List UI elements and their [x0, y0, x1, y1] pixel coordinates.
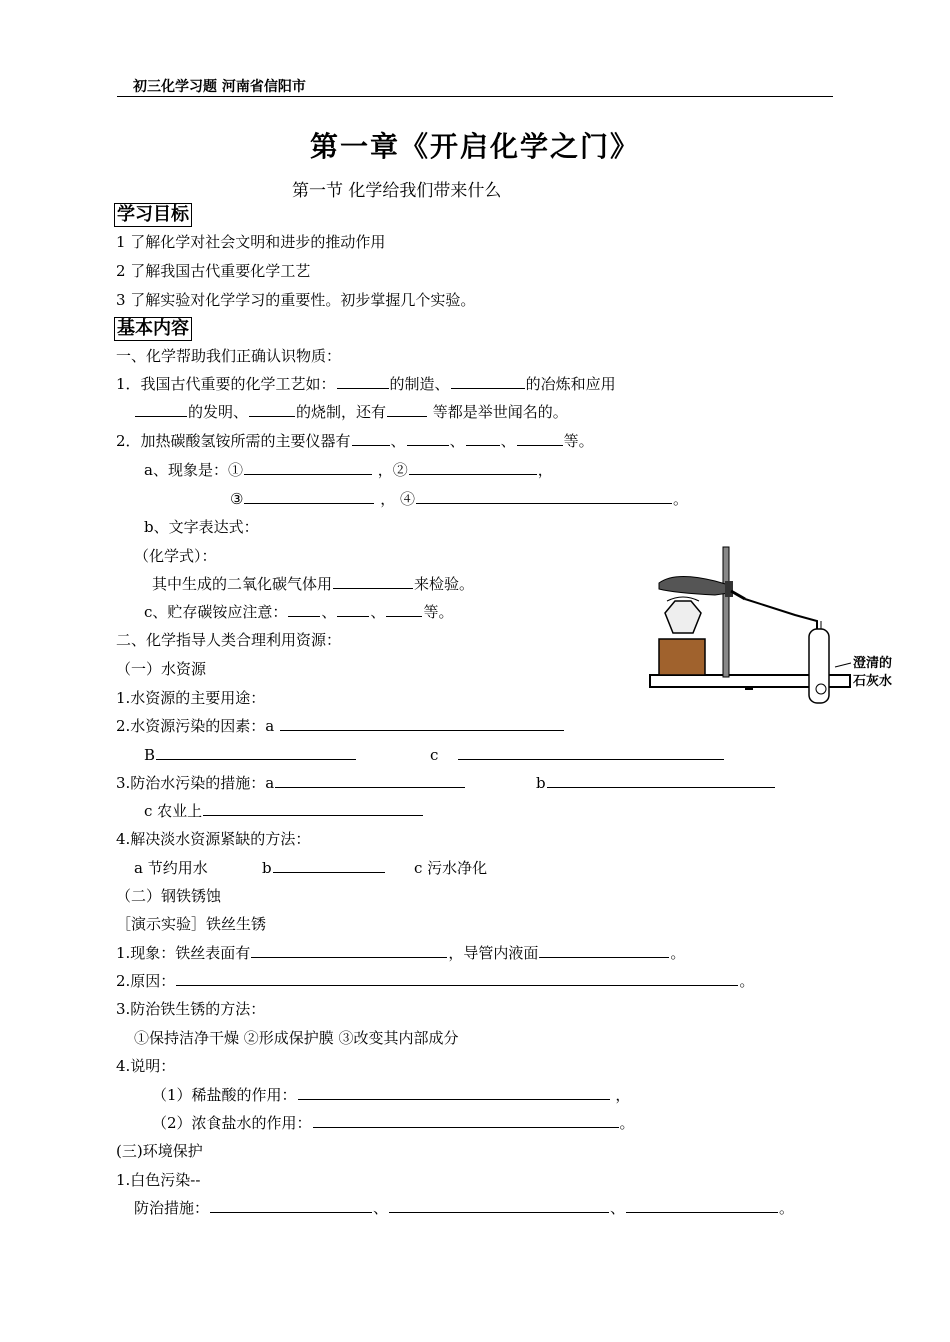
water-item-1: 1.水资源的主要用途：: [116, 689, 266, 707]
text: 。: [779, 1199, 795, 1217]
text: 2．加热碳酸氢铵所需的主要仪器有: [116, 432, 351, 450]
text: 、: [500, 432, 516, 450]
text: c 农业上: [144, 802, 203, 820]
iron-prevention-list: ①保持洁净干燥 ②形成保护膜 ③改变其内部成分: [134, 1029, 459, 1047]
goal-item: 1 了解化学对社会文明和进步的推动作用: [116, 233, 386, 251]
blank[interactable]: [337, 374, 389, 389]
text: 、: [610, 1199, 626, 1217]
text: ，②: [372, 461, 408, 479]
text: ，: [537, 461, 553, 479]
blank[interactable]: [451, 374, 525, 389]
water-heading: （一）水资源: [116, 660, 207, 678]
iron-note-1: [152, 1085, 630, 1105]
header-rule: [117, 96, 833, 97]
text: 1．我国古代重要的化学工艺如：: [116, 375, 336, 393]
text: 防治措施：: [134, 1199, 210, 1217]
delivery-tube: [745, 599, 817, 663]
text: 的制造、: [389, 375, 450, 393]
text: 1.现象：铁丝表面有: [116, 944, 251, 962]
text: ， ④: [375, 490, 415, 508]
water-item-4: 4.解决淡水资源紧缺的方法：: [116, 830, 311, 848]
iron-item-4: 4.说明：: [116, 1057, 176, 1075]
bubble: [816, 684, 826, 694]
blank[interactable]: [244, 489, 374, 504]
text: 、: [321, 603, 337, 621]
blank[interactable]: [176, 971, 738, 986]
stand-foot: [745, 686, 753, 690]
text: （2）浓食盐水的作用：: [152, 1114, 312, 1132]
blank[interactable]: [517, 431, 563, 446]
water-method-b: [262, 858, 386, 878]
storage-notes: [144, 602, 453, 622]
blank[interactable]: [389, 1198, 609, 1213]
goals-heading: 学习目标: [114, 203, 192, 227]
blank[interactable]: [337, 602, 369, 617]
question-1-line-1: [116, 374, 616, 394]
text: 其中生成的二氧化碳气体用: [152, 575, 333, 593]
env-heading: (三)环境保护: [116, 1142, 203, 1160]
text: b: [536, 774, 546, 792]
text: c: [430, 746, 439, 764]
text: 2.水资源污染的因素：a: [116, 717, 275, 735]
apparatus-figure: [645, 543, 915, 713]
question-2: [116, 431, 594, 451]
blank[interactable]: [387, 402, 427, 417]
text: a、现象是：①: [144, 461, 243, 479]
content-heading: 基本内容: [114, 317, 192, 341]
text: b: [262, 859, 272, 877]
word-equation: b、文字表达式：: [144, 518, 259, 536]
demo-heading: ［演示实验］铁丝生锈: [116, 915, 267, 933]
alcohol-lamp: [665, 601, 701, 633]
clamp-arm: [731, 591, 745, 599]
text: 、: [449, 432, 465, 450]
water-item-2b: [144, 745, 357, 765]
test-tube: [659, 576, 729, 595]
blank[interactable]: [416, 489, 672, 504]
text: ，: [610, 1086, 631, 1104]
water-method-c: c 污水净化: [414, 859, 488, 877]
water-item-3: [116, 773, 466, 793]
iron-heading: （二）钢铁锈蚀: [116, 887, 222, 905]
phenomena-line-1: [144, 460, 553, 480]
iron-item-2: [116, 971, 754, 991]
chemical-formula: （化学式）：: [134, 547, 217, 565]
blank[interactable]: [352, 431, 390, 446]
label-leader: [835, 663, 851, 667]
chapter-title: 第一章《开启化学之门》: [309, 130, 640, 163]
text: ，导管内液面: [448, 944, 539, 962]
text: 3.防治水污染的措施：a: [116, 774, 275, 792]
goal-item: 3 了解实验对化学学习的重要性。初步掌握几个实验。: [116, 291, 476, 309]
blank[interactable]: [333, 574, 413, 589]
text: ③: [230, 490, 244, 508]
env-prevention: [134, 1198, 794, 1218]
blank[interactable]: [273, 858, 385, 873]
clamp: [725, 581, 733, 597]
text: 。: [670, 944, 686, 962]
water-method-a: a 节约用水: [134, 859, 208, 877]
blank[interactable]: [626, 1198, 778, 1213]
text: 的发明、: [188, 403, 249, 421]
section-2-heading: 二、化学指导人类合理利用资源：: [116, 631, 342, 649]
text: 。: [619, 1114, 635, 1132]
text: 的烧制，还有: [296, 403, 387, 421]
limewater-label-2: 石灰水: [853, 674, 893, 689]
text: 的冶炼和应用: [525, 375, 616, 393]
section-title: 第一节 化学给我们带来什么: [292, 181, 502, 201]
water-item-3b: [536, 773, 776, 793]
text: 等。: [563, 432, 594, 450]
text: 。: [739, 972, 755, 990]
blank[interactable]: [409, 460, 537, 475]
water-item-2c: [430, 745, 725, 765]
text: 、: [370, 603, 386, 621]
text: c、贮存碳铵应注意：: [144, 603, 288, 621]
blank[interactable]: [386, 602, 422, 617]
blank[interactable]: [210, 1198, 372, 1213]
env-item-1: 1.白色污染--: [116, 1171, 201, 1189]
question-1-line-2: [134, 402, 568, 422]
blank[interactable]: [288, 602, 320, 617]
blank[interactable]: [203, 801, 423, 816]
blank[interactable]: [466, 431, 500, 446]
blank[interactable]: [275, 773, 465, 788]
water-item-3c: [144, 801, 424, 821]
text: 、: [373, 1199, 389, 1217]
blank[interactable]: [298, 1085, 610, 1100]
iron-item-3: 3.防治铁生锈的方法：: [116, 1000, 266, 1018]
iron-item-1: [116, 943, 685, 963]
page-header: 初三化学习题 河南省信阳市: [133, 79, 306, 95]
water-item-2: [116, 716, 565, 736]
blank[interactable]: [539, 943, 669, 958]
blank[interactable]: [135, 402, 187, 417]
text: 。: [673, 490, 689, 508]
text: 来检验。: [414, 575, 475, 593]
limewater-label-1: 澄清的: [853, 656, 893, 671]
blank[interactable]: [547, 773, 775, 788]
iron-note-2: [152, 1113, 635, 1133]
text: 、: [390, 432, 406, 450]
text: 等都是举世闻名的。: [428, 403, 568, 421]
text: （1）稀盐酸的作用：: [152, 1086, 297, 1104]
blank[interactable]: [249, 402, 295, 417]
blank[interactable]: [280, 716, 564, 731]
blank[interactable]: [313, 1113, 619, 1128]
section-1-heading: 一、化学帮助我们正确认识物质：: [116, 347, 342, 365]
blank[interactable]: [407, 431, 449, 446]
stand-rod: [723, 547, 729, 677]
blank[interactable]: [244, 460, 372, 475]
wooden-block: [659, 639, 705, 675]
text: 等。: [423, 603, 454, 621]
blank[interactable]: [458, 745, 724, 760]
text: B: [144, 746, 156, 764]
co2-test: [152, 574, 474, 594]
goal-item: 2 了解我国古代重要化学工艺: [116, 262, 311, 280]
text: 2.原因：: [116, 972, 176, 990]
blank[interactable]: [251, 943, 447, 958]
blank[interactable]: [156, 745, 356, 760]
phenomena-line-2: [230, 489, 688, 509]
